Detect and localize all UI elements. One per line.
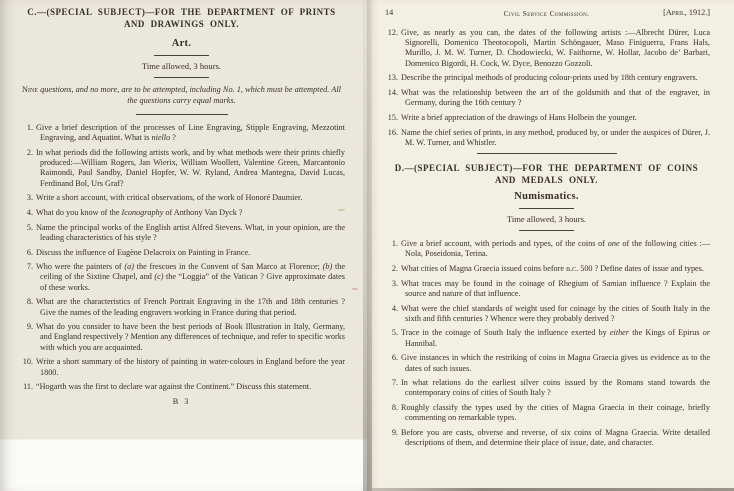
instructions-body: questions, and no more, are to be attempted, including No. 1, which must be attempted. All the questions carry equal marks. xyxy=(38,85,341,105)
section-c-heading-line1: C.—(SPECIAL SUBJECT)—FOR THE DEPARTMENT OF PRINTS xyxy=(27,7,336,17)
question-item xyxy=(383,378,710,398)
question-number: 16. xyxy=(387,127,398,137)
right-page xyxy=(367,0,734,491)
question-number: 7. xyxy=(391,378,398,388)
question-item xyxy=(18,248,345,258)
divider-rule xyxy=(519,208,574,209)
question-number: 2. xyxy=(391,263,398,273)
question-text: Give a brief account, with periods and types, of the coins of one of the following cities :—Nola, Poseidonia, Terina. xyxy=(401,239,711,259)
question-text: Give a brief description of the processes of Line Engraving, Stipple Engraving, Mezzotint Engraving, and Aquatint. What is niello ? xyxy=(36,123,345,143)
question-item xyxy=(18,357,345,377)
question-text: Roughly classify the types used by the cities of Magna Graecia in their coinage, briefly commenting on remarkable types. xyxy=(401,403,710,423)
question-item xyxy=(383,403,710,423)
section-d-heading xyxy=(383,163,710,186)
subject-title-numismatics: Numismatics. xyxy=(514,191,579,203)
question-item xyxy=(18,262,345,293)
question-text: Discuss the influence of Eugène Delacroix on Painting in France. xyxy=(36,247,251,257)
question-number: 1. xyxy=(26,123,33,132)
scan-artifact xyxy=(352,288,358,290)
question-item xyxy=(383,264,710,274)
question-number: 4. xyxy=(26,207,33,217)
question-list-art xyxy=(18,123,345,392)
question-number: 3. xyxy=(391,278,398,288)
divider-rule xyxy=(154,55,209,56)
question-text: What do you know of the Iconography of Anthony Van Dyck ? xyxy=(36,207,243,217)
question-number: 15. xyxy=(387,112,398,122)
running-header-date: [April, 1912.] xyxy=(663,8,710,17)
question-text: What were the chief standards of weight used for coinage by the cities of South Italy in the sixth and fifth centuries ? Whence were they probably derived ? xyxy=(401,303,710,323)
question-number: 2. xyxy=(26,147,33,157)
question-item xyxy=(383,88,710,108)
section-d-heading-line2: AND MEDALS ONLY. xyxy=(494,174,599,185)
time-allowed-numismatics: Time allowed, 3 hours. xyxy=(506,214,587,225)
question-list-art-continued xyxy=(383,28,710,148)
question-text: Write a short account, with critical observations, of the work of Honoré Daumier. xyxy=(36,193,303,203)
question-number: 9. xyxy=(391,428,398,438)
question-number: 12. xyxy=(387,28,398,37)
question-text: Name the chief series of prints, in any method, produced by, or under the auspices of Dürer, J. M. W. Turner, and Whistler. xyxy=(401,127,710,147)
left-page-content xyxy=(0,0,367,406)
running-header xyxy=(383,8,710,20)
divider-rule xyxy=(154,77,209,78)
question-number: 8. xyxy=(391,403,398,413)
right-page-content xyxy=(367,0,734,448)
question-item xyxy=(18,193,345,203)
question-number: 3. xyxy=(26,193,33,203)
question-number: 14. xyxy=(387,88,398,98)
question-text: Name the principal works of the English artist Alfred Stevens. What, in your opinion, are the leading characteristics of his style ? xyxy=(36,222,345,242)
question-item xyxy=(18,297,345,317)
section-divider-rule xyxy=(477,153,617,154)
question-text: What do you consider to have been the best periods of Book Illustration in Italy, Germany, and England respectively ? Mention any differences of technique, and refer to specific works with which you are acquainted. xyxy=(36,322,345,352)
question-item xyxy=(18,208,345,218)
exam-instructions xyxy=(18,84,345,106)
question-item xyxy=(383,73,710,83)
question-item xyxy=(18,148,345,189)
question-text: What cities of Magna Graecia issued coins before b.c. 500 ? Define dates of issue and types. xyxy=(401,263,704,273)
question-item xyxy=(383,239,710,259)
question-item xyxy=(383,113,710,123)
question-item xyxy=(18,123,345,143)
question-text: Describe the principal methods of producing colour-prints used by 18th century engravers. xyxy=(401,73,698,83)
question-item xyxy=(383,128,710,148)
question-item xyxy=(383,279,710,299)
question-text: Trace in the coinage of South Italy the influence exerted by either the Kings of Epirus or Hannibal. xyxy=(401,328,710,348)
divider-rule xyxy=(519,230,574,231)
question-item xyxy=(18,382,345,392)
time-allowed-art: Time allowed, 3 hours. xyxy=(141,61,222,71)
divider-rule xyxy=(136,114,228,115)
question-text: Give, as nearly as you can, the dates of the following artists :—Albrecht Dürer, Luca Signorelli, Domenico Theotocopoli, Martin Schöngauer, Maso Finiguerra, Frans Hals, Murillo, J. M. W. Turner, D. Chodowiecki, W. Faithorne, W. Hollar, Jacobo de’ Barbari, Domenico Bigordi, H. Cock, W. Dyce, Benozzo Gozzoli. xyxy=(401,28,710,68)
question-text: What are the characteristics of French Portrait Engraving in the 17th and 18th centuries ? Give the names of the leading engravers working in France during that period. xyxy=(36,297,345,317)
question-text: In what periods did the following artists work, and by what methods were their prints chiefly produced:—William Rogers, Jan Wierix, William Woollett, Valentine Green, Marcantonio Raimondi, Paul Sandby, Daniel Hopfer, W. W. Ryland, Andrea Mantegna, David Lucas, Ferdinand Bol, Urs Graf? xyxy=(36,147,345,188)
question-number: 8. xyxy=(26,297,33,307)
section-d-heading-line1: D.—(SPECIAL SUBJECT)—FOR THE DEPARTMENT OF COINS xyxy=(394,163,699,174)
question-number: 13. xyxy=(387,73,398,83)
section-c-heading-line2: AND DRAWINGS ONLY. xyxy=(123,18,240,29)
question-item xyxy=(383,428,710,448)
question-text: Write a brief appreciation of the drawings of Hans Holbein the younger. xyxy=(401,112,637,122)
question-item xyxy=(18,322,345,353)
question-text: What traces may be found in the coinage of Rhegium of Samian influence ? Explain the source and nature of that influence. xyxy=(401,278,710,298)
question-number: 6. xyxy=(26,247,33,257)
question-item xyxy=(18,223,345,243)
section-c-heading xyxy=(18,7,345,30)
question-number: 1. xyxy=(391,239,398,249)
question-item xyxy=(383,353,710,373)
question-text: Before you are casts, obverse and reverse, of six coins of Magna Graecia. Write detailed descriptions of them, and determine their place of issue, date, and character. xyxy=(401,428,710,448)
question-number: 9. xyxy=(26,322,33,332)
question-item xyxy=(383,28,710,69)
running-header-title: Civil Service Commission. xyxy=(503,9,590,18)
page-number: 14 xyxy=(385,8,394,17)
question-text: Write a short summary of the history of painting in water-colours in England before the year 1800. xyxy=(36,357,345,377)
question-item xyxy=(383,304,710,324)
subject-title-art: Art. xyxy=(171,38,192,49)
question-text: In what relations do the earliest silver coins issued by the Romans stand towards the contemporary coins of cities of South Italy ? xyxy=(401,378,710,398)
question-text: Who were the painters of (a) the frescoes in the Convent of San Marco at Florence; (b) the ceiling of the Sixtine Chapel, and (c) the “Loggia” of the Vatican ? Give approximate dates of these works. xyxy=(36,262,345,292)
question-number: 5. xyxy=(391,328,398,338)
question-number: 6. xyxy=(391,353,398,363)
question-number: 5. xyxy=(26,222,33,232)
scan-artifact xyxy=(338,209,345,211)
question-number: 11. xyxy=(23,382,33,392)
question-number: 4. xyxy=(391,303,398,313)
question-list-numismatics xyxy=(383,239,710,448)
question-text: “Hogarth was the first to declare war against the Continent.” Discuss this statement. xyxy=(36,382,312,392)
question-item xyxy=(383,328,710,348)
question-number: 7. xyxy=(26,262,33,272)
instructions-lead-word: Nine xyxy=(22,85,39,94)
question-text: What was the relationship between the art of the goldsmith and that of the engraver, in Germany, during the 16th century ? xyxy=(401,88,710,108)
question-number: 10. xyxy=(22,357,33,367)
question-text: Give instances in which the restriking of coins in Magna Graecia gives us evidence as to the dates of such issues. xyxy=(401,353,710,373)
signature-mark: B 3 xyxy=(172,396,191,406)
